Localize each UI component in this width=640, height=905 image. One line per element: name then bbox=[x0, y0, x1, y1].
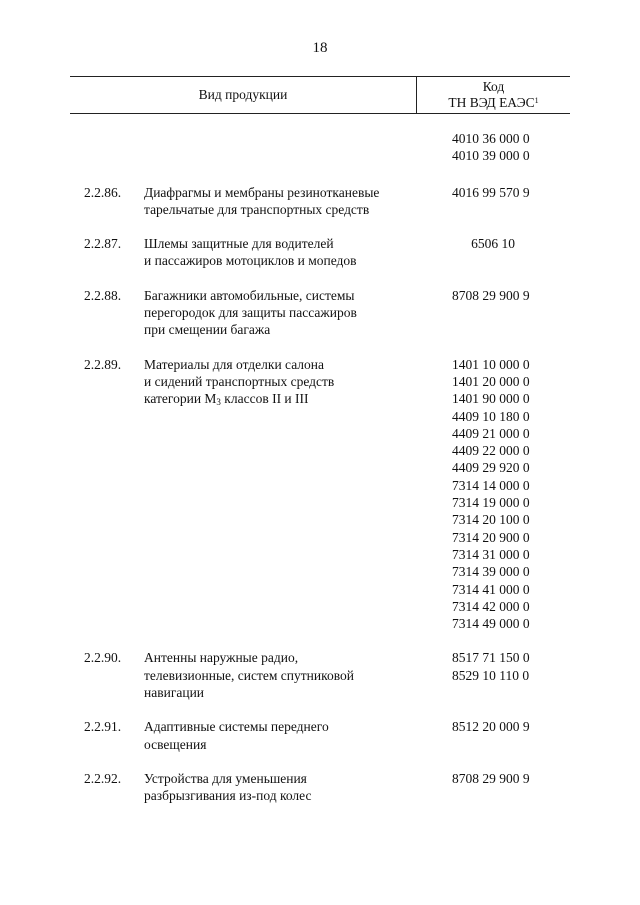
description-line: и сидений транспортных средств bbox=[144, 373, 335, 389]
description-line: разбрызгивания из-под колес bbox=[144, 788, 312, 804]
code-list bbox=[416, 770, 570, 805]
product-description bbox=[144, 184, 416, 219]
code: 4409 29 920 0 bbox=[452, 460, 530, 476]
code: 7314 41 000 0 bbox=[452, 581, 530, 597]
code: 4016 99 570 9 bbox=[452, 184, 530, 200]
row-number: 2.2.92. bbox=[84, 770, 122, 786]
table-header bbox=[70, 76, 570, 114]
code: 8708 29 900 9 bbox=[452, 770, 530, 786]
description-line: перегородок для защиты пассажиров bbox=[144, 305, 357, 321]
code: 1401 20 000 0 bbox=[452, 373, 530, 389]
table-row bbox=[70, 235, 570, 270]
row-number: 2.2.91. bbox=[84, 719, 122, 735]
table-row bbox=[70, 184, 570, 219]
code: 7314 20 100 0 bbox=[452, 512, 530, 528]
subscript: 3 bbox=[216, 397, 221, 408]
code: 4010 39 000 0 bbox=[452, 148, 530, 164]
code: 4409 10 180 0 bbox=[452, 408, 530, 424]
code-list bbox=[416, 649, 570, 701]
product-description bbox=[144, 718, 416, 753]
table-row bbox=[70, 718, 570, 753]
description-line bbox=[144, 390, 416, 411]
row-number: 2.2.90. bbox=[84, 650, 122, 666]
code-header-line1: Код bbox=[482, 79, 505, 94]
table-row bbox=[70, 649, 570, 701]
code: 7314 42 000 0 bbox=[452, 598, 530, 614]
product-column-header: Вид продукции bbox=[198, 87, 288, 102]
row-number: 2.2.87. bbox=[84, 236, 122, 252]
product-description bbox=[144, 770, 416, 805]
row-number: 2.2.86. bbox=[84, 184, 122, 200]
code-list bbox=[416, 287, 570, 339]
code-list bbox=[416, 235, 570, 270]
description-line: Диафрагмы и мембраны резинотканевые bbox=[144, 184, 380, 200]
row-number: 2.2.88. bbox=[84, 287, 122, 303]
footnote-mark: 1 bbox=[534, 96, 539, 105]
row-number: 2.2.89. bbox=[84, 356, 122, 372]
product-description bbox=[144, 287, 416, 339]
table-row bbox=[70, 356, 570, 633]
code: 8517 71 150 0 bbox=[452, 650, 530, 666]
product-description bbox=[144, 649, 416, 701]
code: 8708 29 900 9 bbox=[452, 287, 530, 303]
description-line: тарельчатые для транспортных средств bbox=[144, 201, 370, 217]
code-list bbox=[416, 718, 570, 753]
description-line: Адаптивные системы переднего bbox=[144, 719, 329, 735]
table-body bbox=[70, 130, 570, 822]
code-column-header bbox=[416, 77, 570, 113]
description-line: и пассажиров мотоциклов и мопедов bbox=[144, 253, 357, 269]
description-line: навигации bbox=[144, 685, 205, 701]
table-row bbox=[70, 287, 570, 339]
description-text: классов II и III bbox=[220, 391, 309, 407]
code: 7314 20 900 0 bbox=[452, 529, 530, 545]
description-line: освещения bbox=[144, 736, 207, 752]
code: 7314 14 000 0 bbox=[452, 477, 530, 493]
code-list bbox=[416, 184, 570, 219]
description-line: при смещении багажа bbox=[144, 322, 271, 338]
code: 4409 21 000 0 bbox=[452, 425, 530, 441]
description-line: Антенны наружные радио, bbox=[144, 650, 299, 666]
description-text: категории M bbox=[144, 391, 217, 407]
code: 1401 10 000 0 bbox=[452, 356, 530, 372]
code: 1401 90 000 0 bbox=[452, 391, 530, 407]
code: 7314 39 000 0 bbox=[452, 564, 530, 580]
code: 7314 19 000 0 bbox=[452, 495, 530, 511]
code: 6506 10 bbox=[471, 236, 515, 252]
code: 4409 22 000 0 bbox=[452, 443, 530, 459]
description-line: Материалы для отделки салона bbox=[144, 356, 325, 372]
code: 8512 20 000 9 bbox=[452, 719, 530, 735]
product-description bbox=[144, 356, 416, 633]
description-line: телевизионные, систем спутниковой bbox=[144, 667, 355, 683]
product-description bbox=[144, 235, 416, 270]
code: 4010 36 000 0 bbox=[452, 131, 530, 146]
code: 7314 49 000 0 bbox=[452, 616, 530, 632]
code-list bbox=[416, 130, 570, 165]
code-list bbox=[416, 356, 570, 633]
page-number: 18 bbox=[312, 40, 328, 56]
table-row bbox=[70, 770, 570, 805]
description-line: Шлемы защитные для водителей bbox=[144, 236, 334, 252]
code: 8529 10 110 0 bbox=[452, 667, 530, 683]
description-line: Багажники автомобильные, системы bbox=[144, 287, 355, 303]
code-header-line2-text: ТН ВЭД ЕАЭС bbox=[448, 95, 535, 110]
continuation-row bbox=[70, 130, 570, 165]
code: 7314 31 000 0 bbox=[452, 546, 530, 562]
description-line: Устройства для уменьшения bbox=[144, 770, 307, 786]
code-header-line2 bbox=[417, 95, 570, 111]
